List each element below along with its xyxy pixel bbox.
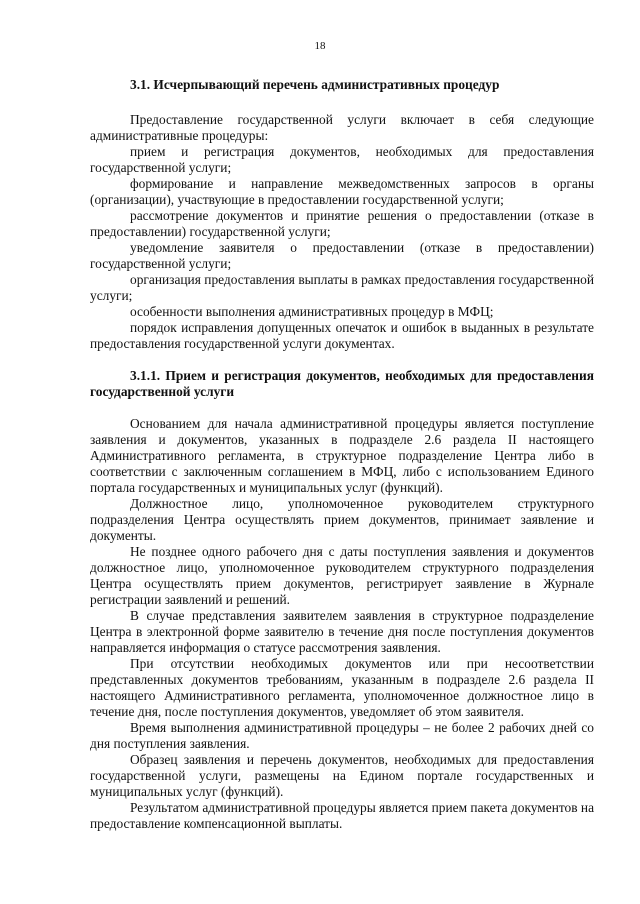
intro-paragraph: Предоставление государственной услуги включает в себя следующие административные процедуры:	[90, 112, 594, 143]
procedure-item: рассмотрение документов и принятие решения о предоставлении (отказе в предоставлении) государственной услуги;	[90, 208, 594, 239]
body-paragraph: Должностное лицо, уполномоченное руководителем структурного подразделения Центра осуществлять прием документов, принимает заявление и документы.	[90, 496, 594, 543]
body-paragraph: Время выполнения административной процедуры – не более 2 рабочих дней со дня поступления заявления.	[90, 720, 594, 751]
procedure-item: уведомление заявителя о предоставлении (отказе в предоставлении) государственной услуги;	[90, 240, 594, 271]
section-title: 3.1. Исчерпывающий перечень административных процедур	[130, 77, 500, 92]
procedure-item: формирование и направление межведомственных запросов в органы (организации), участвующие в предоставлении государственной услуги;	[90, 176, 594, 207]
procedure-item: особенности выполнения административных процедур в МФЦ;	[130, 304, 494, 319]
page-number: 18	[314, 40, 326, 52]
body-paragraph: Образец заявления и перечень документов, необходимых для предоставления государственной услуги, размещены на Едином портале государственных и муниципальных услуг (функций).	[90, 752, 594, 799]
subsection-title: 3.1.1. Прием и регистрация документов, необходимых для предоставления государственной услуги	[90, 368, 594, 399]
body-paragraph: При отсутствии необходимых документов или при несоответствии представленных документов требованиям, указанным в подразделе 2.6 раздела II настоящего Административного регламента, уполномоченное должностное лицо в течение дня, после поступления документов, уведомляет об этом заявителя.	[90, 656, 594, 719]
procedure-item: порядок исправления допущенных опечаток и ошибок в выданных в результате предоставления государственной услуги документах.	[90, 320, 594, 351]
body-paragraph: Не позднее одного рабочего дня с даты поступления заявления и документов должностное лицо, уполномоченное руководителем структурного подразделения Центра осуществлять прием документов, регистрирует заявление в Журнале регистрации заявлений и решений.	[90, 544, 594, 607]
body-paragraph: Результатом административной процедуры является прием пакета документов на предоставление компенсационной выплаты.	[90, 800, 595, 831]
procedure-item: прием и регистрация документов, необходимых для предоставления государственной услуги;	[90, 144, 594, 175]
body-paragraph: Основанием для начала административной процедуры является поступление заявления и документов, указанных в подразделе 2.6 раздела II настоящего Административного регламента, в структурное подразделение Центра либо в соответствии с заключенным соглашением в МФЦ, либо с использованием Единого портала государственных и муниципальных услуг (функций).	[90, 416, 594, 495]
procedure-item: организация предоставления выплаты в рамках предоставления государственной услуги;	[90, 272, 594, 303]
body-paragraph: В случае представления заявителем заявления в структурное подразделение Центра в электронной форме заявителю в течение дня после поступления документов направляется информация о статусе рассмотрения заявления.	[90, 608, 594, 655]
